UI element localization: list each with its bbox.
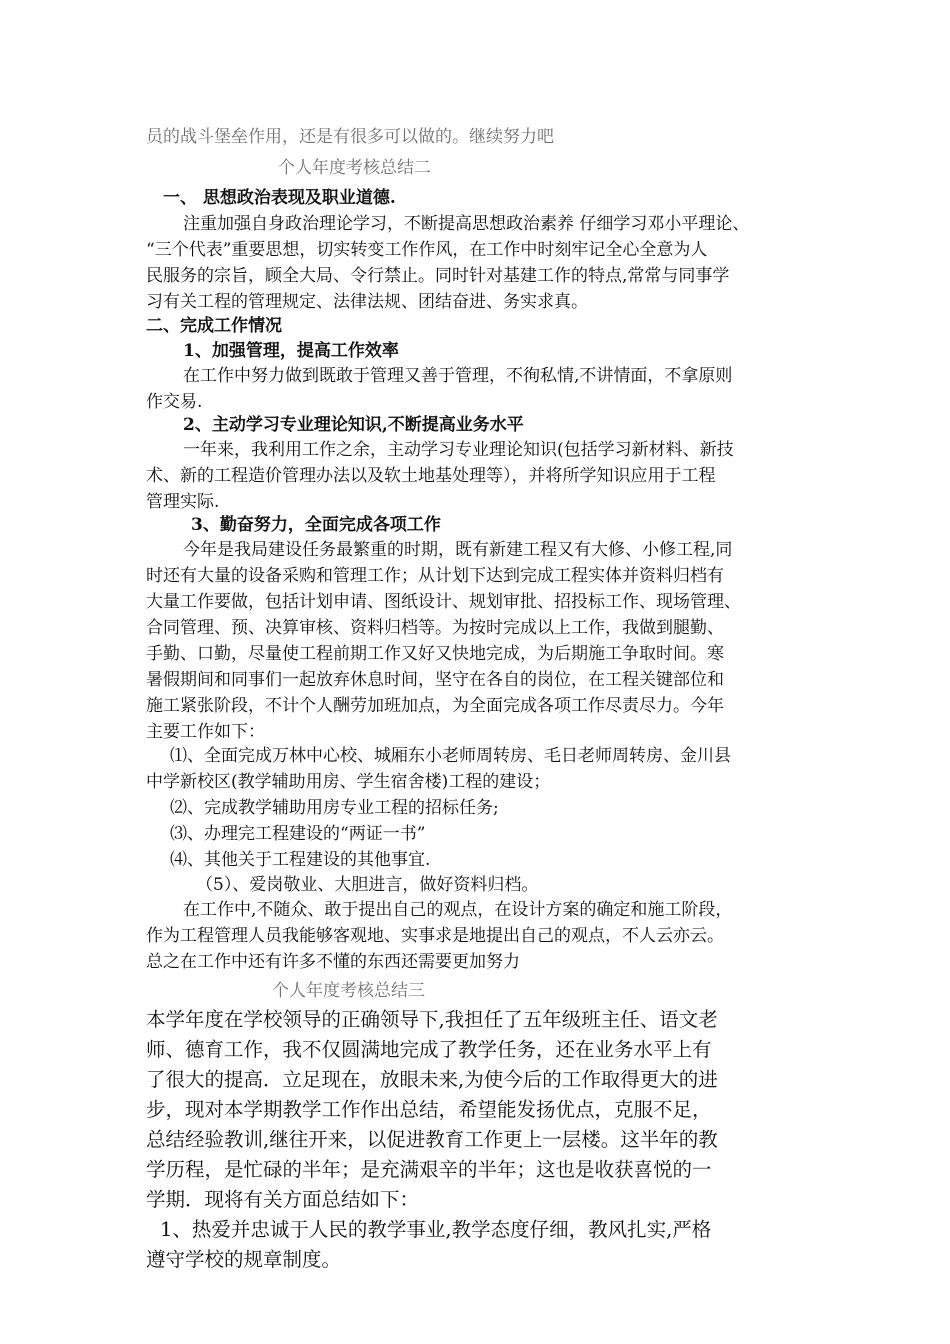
paragraph-line: 大量工作要做，包括计划申请、图纸设计、规划审批、招投标工作、现场管理、: [146, 592, 741, 612]
paragraph-line: 步，现对本学期教学工作作出总结，希望能发扬优点，克服不足，: [146, 1098, 712, 1121]
list-item: 中学新校区(教学辅助用房、学生宿舍楼)工程的建设；: [146, 772, 551, 792]
paragraph-line: 今年是我局建设任务最繁重的时期，既有新建工程又有大修、小修工程,同: [183, 540, 733, 560]
paragraph-line: 手勤、口勤，尽量使工程前期工作又好又快地完成，为后期施工争取时间。寒: [146, 644, 724, 664]
paragraph-line: 在工作中努力做到既敢于管理又善于管理，不徇私情,不讲情面，不拿原则: [183, 366, 733, 386]
paragraph-line: 遵守学校的规章制度。: [146, 1248, 342, 1271]
paragraph-line: 1、热爱并忠诚于人民的教学事业,教学态度仔细，教风扎实,严格: [160, 1218, 712, 1241]
paragraph-line: 施工紧张阶段，不计个人酬劳加班加点，为全面完成各项工作尽责尽力。今年: [146, 696, 724, 716]
paragraph-line: 作为工程管理人员我能够客观地、实事求是地提出自己的观点，不人云亦云。: [146, 926, 724, 946]
paragraph-line: 了很大的提高．立足现在，放眼未来,为使今后的工作取得更大的进: [146, 1068, 718, 1091]
list-item: ⑶、办理完工程建设的“两证一书”: [170, 824, 426, 844]
subheading-study: 2、主动学习专业理论知识,不断提高业务水平: [183, 415, 524, 435]
paragraph-line: 暑假期间和同事们一起放弃休息时间，坚守在各自的岗位，在工程关键部位和: [146, 670, 724, 690]
paragraph-line: 在工作中,不随众、敢于提出自己的观点，在设计方案的确定和施工阶段，: [183, 900, 733, 920]
paragraph-line: 合同管理、预、决算审核、资料归档等。为按时完成以上工作，我做到腿勤、: [146, 618, 724, 638]
list-item: ⑵、完成教学辅助用房专业工程的招标任务;: [170, 798, 499, 818]
heading-work: 二、完成工作情况: [146, 316, 282, 336]
heading-politics: 一、 思想政治表现及职业道德.: [163, 188, 396, 208]
list-item: ⑴、全面完成万林中心校、城厢东小老师周转房、毛日老师周转房、金川县: [170, 746, 731, 766]
paragraph-line: 术、新的工程造价管理办法以及软土地基处理等），并将所学知识应用于工程: [146, 466, 716, 486]
list-item: ⑷、其他关于工程建设的其他事宜.: [170, 850, 431, 870]
paragraph-line: “三个代表”重要思想，切实转变工作作风，在工作中时刻牢记全心全意为人: [146, 240, 708, 260]
paragraph-line: 习有关工程的管理规定、法律法规、团结奋进、务实求真。: [146, 292, 588, 312]
paragraph-line: 师、德育工作，我不仅圆满地完成了教学任务，还在业务水平上有: [146, 1038, 712, 1061]
paragraph-line: 学历程，是忙碌的半年；是充满艰辛的半年；这也是收获喜悦的一: [146, 1158, 712, 1181]
paragraph-line: 注重加强自身政治理论学习，不断提高思想政治素养 仔细学习邓小平理论、: [183, 214, 750, 234]
paragraph-line: 总结经验教训,继往开来，以促进教育工作更上一层楼。这半年的教: [146, 1128, 718, 1151]
section2-title: 个人年度考核总结二: [278, 158, 431, 178]
paragraph-line: 总之在工作中还有许多不懂的东西还需要更加努力: [146, 952, 520, 972]
paragraph-line: 一年来，我利用工作之余，主动学习专业理论知识(包括学习新材料、新技: [183, 440, 734, 460]
paragraph-line: 学期．现将有关方面总结如下：: [146, 1188, 420, 1211]
list-item: （5）、爱岗敬业、大胆进言，做好资料归档。: [196, 875, 539, 895]
paragraph-line: 管理实际.: [146, 492, 220, 512]
paragraph-line: 主要工作如下：: [146, 722, 265, 742]
section3-title: 个人年度考核总结三: [272, 981, 425, 1001]
section1-tail: 员的战斗堡垒作用，还是有很多可以做的。继续努力吧: [146, 127, 554, 147]
subheading-management: 1、加强管理，提高工作效率: [183, 341, 399, 361]
subheading-diligence: 3、勤奋努力，全面完成各项工作: [191, 515, 441, 535]
paragraph-line: 时还有大量的设备采购和管理工作；从计划下达到完成工程实体并资料归档有: [146, 566, 724, 586]
paragraph-line: 民服务的宗旨，顾全大局、令行禁止。同时针对基建工作的特点,常常与同事学: [146, 266, 730, 286]
paragraph-line: 作交易.: [146, 392, 203, 412]
paragraph-line: 本学年度在学校领导的正确领导下,我担任了五年级班主任、语文老: [146, 1008, 718, 1031]
